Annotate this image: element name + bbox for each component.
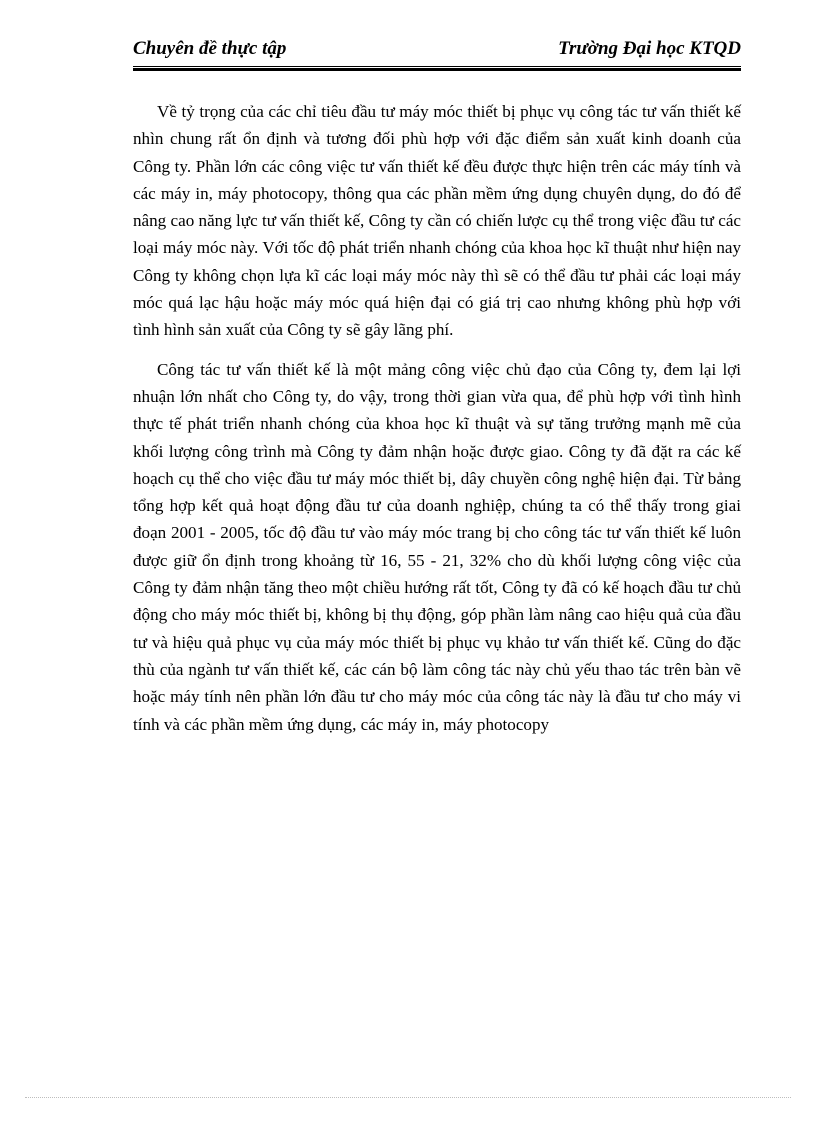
footer-divider <box>25 1097 791 1098</box>
header-left-title: Chuyên đề thực tập <box>133 38 287 59</box>
paragraph-2: Công tác tư vấn thiết kế là một mảng công việc chủ đạo của Công ty, đem lại lợi nhuận lớn nhất cho Công ty, do vậy, trong thời gian vừa qua, để phù hợp với tình hình thực tế phát triển nhanh chóng của khoa học kĩ thuật và sự tăng trưởng mạnh mẽ của khối lượng công trình mà Công ty đảm nhận hoặc được giao. Công ty đã đặt ra các kế hoạch cụ thể cho việc đầu tư máy móc thiết bị, dây chuyền công nghệ hiện đại. Từ bảng tổng hợp kết quả hoạt động đầu tư của doanh nghiệp, chúng ta có thể thấy trong giai đoạn 2001 - 2005, tốc độ đầu tư vào máy móc trang bị cho công tác tư vấn thiết kế luôn được giữ ổn định trong khoảng từ 16, 55 - 21, 32% cho dù khối lượng công việc của Công ty đảm nhận tăng theo một chiều hướng rất tốt, Công ty đã có kế hoạch đầu tư chủ động cho máy móc thiết bị, không bị thụ động, góp phần làm nâng cao hiệu quả của đầu tư và hiệu quả phục vụ của máy móc thiết bị phục vụ khảo tư vấn thiết kế. Cũng do đặc thù của ngành tư vấn thiết kế, các cán bộ làm công tác này chủ yếu thao tác trên bàn vẽ hoặc máy tính nên phần lớn đầu tư cho máy móc của công tác này là đầu tư cho máy vi tính và các phần mềm ứng dụng, các máy in, máy photocopy <box>133 359 741 734</box>
page-header <box>133 36 741 67</box>
paragraph-1: Về tỷ trọng của các chỉ tiêu đầu tư máy móc thiết bị phục vụ công tác tư vấn thiết kế nhìn chung rất ổn định và tương đối phù hợp với đặc điểm sản xuất kinh doanh của Công ty. Phần lớn các công việc tư vấn thiết kế đều được thực hiện trên các máy tính và các máy in, máy photocopy, thông qua các phần mềm ứng dụng chuyên dụng, do đó để nâng cao năng lực tư vấn thiết kế, Công ty cần có chiến lược cụ thể trong việc đầu tư các loại máy móc này. Với tốc độ phát triển nhanh chóng của khoa học kĩ thuật như hiện nay Công ty không chọn lựa kĩ các loại máy móc này thì sẽ có thể đầu tư phải các loại máy móc quá lạc hậu hoặc máy móc quá hiện đại có giá trị cao nhưng không phù hợp với tình hình sản xuất của Công ty sẽ gây lãng phí. <box>133 102 741 340</box>
document-body <box>133 98 741 738</box>
header-right-title: Trường Đại học KTQD <box>558 38 741 59</box>
